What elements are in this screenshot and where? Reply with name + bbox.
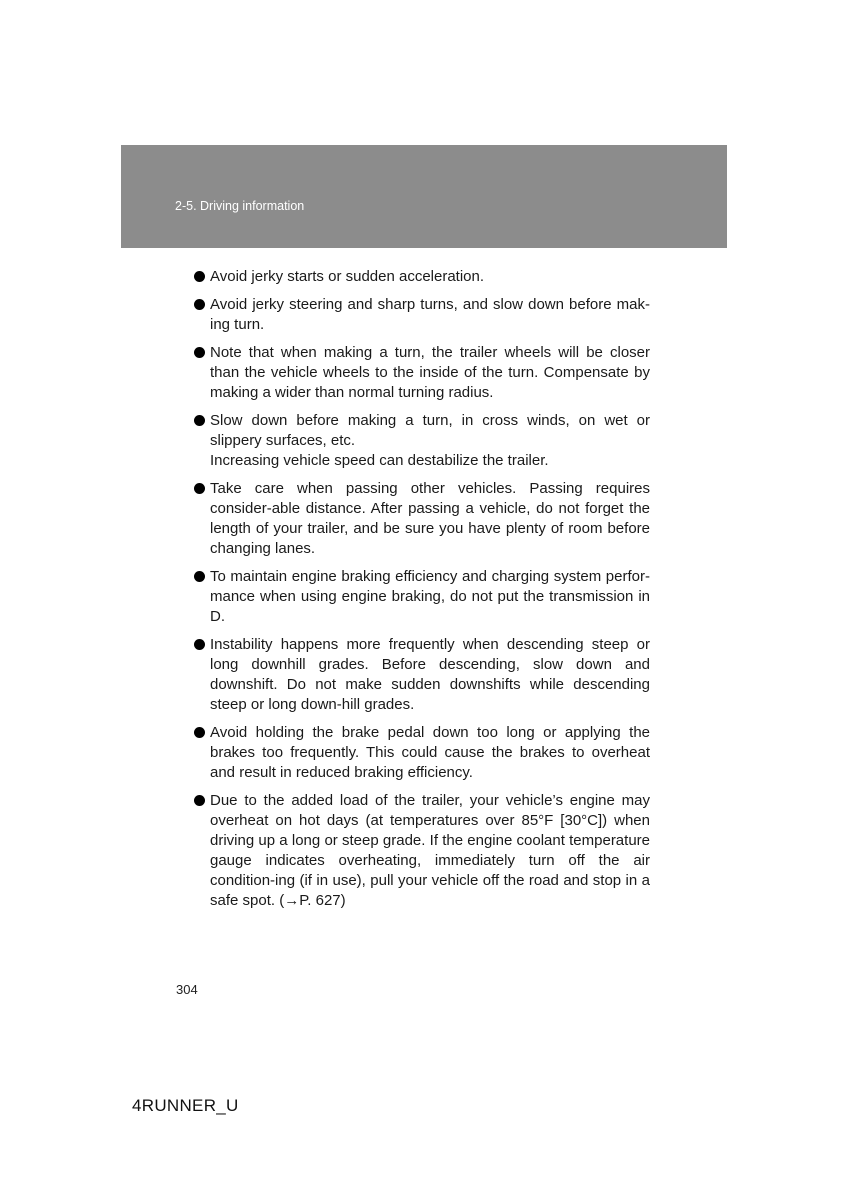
bullet-icon (194, 347, 205, 358)
document-code: 4RUNNER_U (132, 1096, 239, 1115)
bullet-text: Take care when passing other vehicles. Passing requires consider-able distance. After passing a vehicle, do not forget the length of your trailer, and be sure you have plenty of room before changing lanes. (210, 480, 650, 557)
bullet-list (194, 267, 650, 919)
bullet-text: To maintain engine braking efficiency and charging system perfor-mance when using engine braking, do not put the transmission in D. (210, 568, 650, 625)
bullet-icon (194, 415, 205, 426)
list-item (194, 295, 650, 335)
bullet-text: Avoid jerky steering and sharp turns, and slow down before mak-ing turn. (210, 296, 650, 333)
bullet-text: Note that when making a turn, the trailer wheels will be closer than the vehicle wheels to the inside of the turn. Compensate by making a wider than normal turning radius. (210, 344, 650, 401)
bullet-icon (194, 483, 205, 494)
list-item (194, 567, 650, 627)
bullet-icon (194, 271, 205, 282)
bullet-text: Avoid jerky starts or sudden acceleration. (210, 268, 485, 285)
bullet-text: Due to the added load of the trailer, your vehicle’s engine may overheat on hot days (at temperatures over 85°F [30°C]) when driving up a long or steep grade. If the engine coolant temperature gauge indicates overheating, immediately turn off the air condition-ing (if in use), pull your vehicle off the road and stop in a safe spot. (→P. 627) (210, 792, 650, 909)
bullet-icon (194, 571, 205, 582)
bullet-subtext: Increasing vehicle speed can destabilize the trailer. (210, 452, 549, 469)
bullet-text: Avoid holding the brake pedal down too long or applying the brakes too frequently. This could cause the brakes to overheat and result in reduced braking efficiency. (210, 724, 650, 781)
bullet-icon (194, 639, 205, 650)
list-item (194, 343, 650, 403)
bullet-text: Slow down before making a turn, in cross winds, on wet or slippery surfaces, etc. (210, 412, 650, 449)
page-number: 304 (176, 982, 198, 997)
list-item (194, 479, 650, 559)
section-header-band (121, 145, 727, 248)
bullet-icon (194, 795, 205, 806)
bullet-icon (194, 727, 205, 738)
section-title: 2-5. Driving information (175, 199, 305, 213)
bullet-icon (194, 299, 205, 310)
list-item (194, 635, 650, 715)
list-item (194, 267, 650, 287)
list-item (194, 723, 650, 783)
bullet-text: Instability happens more frequently when descending steep or long downhill grades. Before descending, slow down and downshift. Do not make sudden downshifts while descending steep or long down-hill grades. (210, 636, 650, 713)
list-item (194, 791, 650, 911)
list-item (194, 411, 650, 471)
